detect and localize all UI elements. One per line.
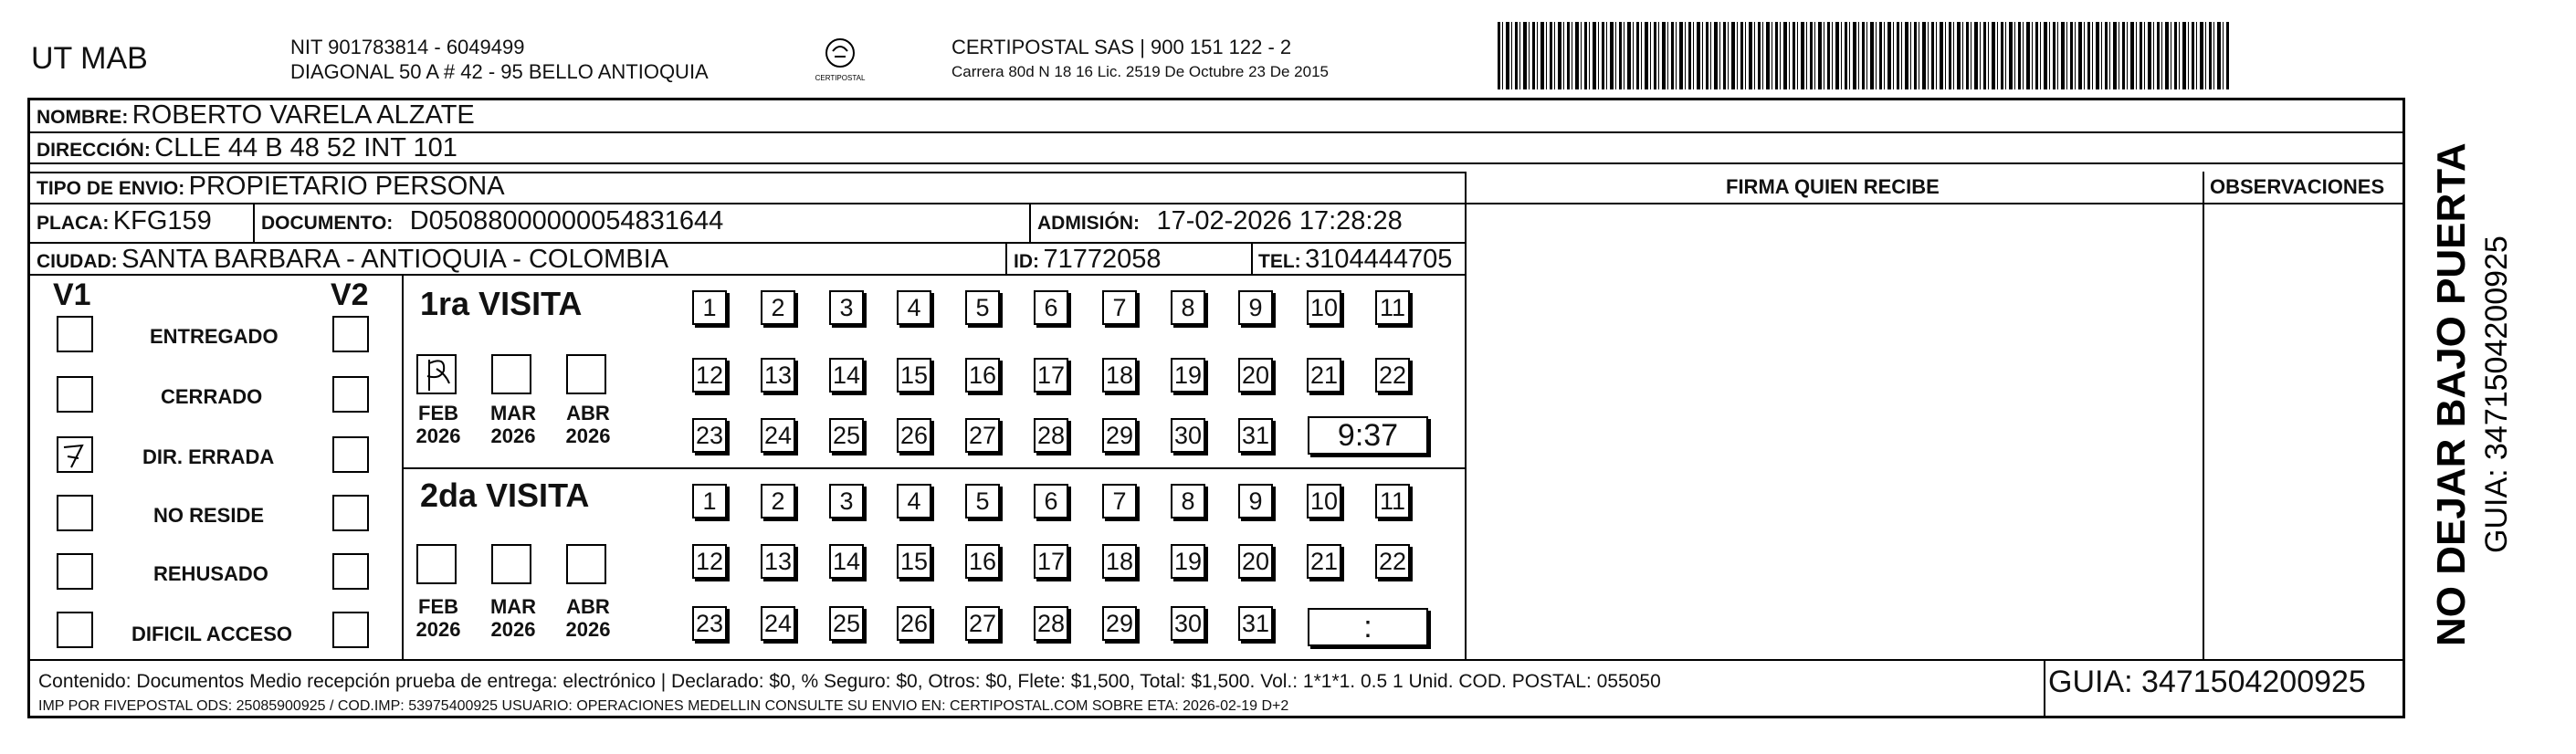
id-row	[1014, 245, 1161, 275]
first-day-17[interactable]: 17	[1034, 358, 1068, 393]
carrier-info	[952, 35, 1329, 84]
second-day-30[interactable]: 30	[1171, 606, 1205, 641]
direccion-row	[37, 133, 457, 163]
second-feb-checkbox[interactable]	[416, 544, 457, 584]
v2-checkbox-cerrado[interactable]	[332, 376, 369, 413]
first-day-5[interactable]: 5	[965, 290, 1000, 325]
ciudad-label: CIUDAD:	[37, 251, 118, 272]
second-day-15[interactable]: 15	[897, 544, 931, 579]
documento-label: DOCUMENTO:	[261, 213, 394, 234]
first-month-feb: FEB 2026	[415, 402, 461, 447]
sender-nit: NIT 901783814 - 6049499	[290, 36, 525, 58]
tipo-value: PROPIETARIO PERSONA	[188, 172, 505, 201]
sender-address: DIAGONAL 50 A # 42 - 95 BELLO ANTIOQUIA	[290, 60, 709, 83]
second-day-24[interactable]: 24	[761, 606, 795, 641]
second-day-5[interactable]: 5	[965, 484, 1000, 518]
first-day-28[interactable]: 28	[1034, 418, 1068, 453]
v1-checkbox-dir-errada[interactable]	[57, 436, 93, 473]
documento-value: D05088000000054831644	[409, 206, 724, 236]
tel-label: TEL:	[1258, 251, 1301, 272]
tel-value: 3104444705	[1305, 245, 1453, 274]
first-abr-checkbox[interactable]	[566, 354, 606, 394]
first-day-23[interactable]: 23	[692, 418, 727, 453]
side-title: NO DEJAR BAJO PUERTA	[2429, 142, 2474, 646]
second-day-13[interactable]: 13	[761, 544, 795, 579]
second-visit-title: 2da VISITA	[420, 476, 590, 514]
v1-checkbox-rehusado[interactable]	[57, 553, 93, 590]
placa-label: PLACA:	[37, 213, 110, 234]
nombre-label: NOMBRE:	[37, 107, 129, 128]
second-day-9[interactable]: 9	[1238, 484, 1273, 518]
nombre-value: ROBERTO VARELA ALZATE	[131, 100, 475, 130]
sender-info	[290, 35, 709, 84]
placa-value: KFG159	[112, 206, 212, 236]
second-day-2[interactable]: 2	[761, 484, 795, 518]
second-day-19[interactable]: 19	[1171, 544, 1205, 579]
first-visit-time[interactable]: 9:37	[1308, 416, 1428, 455]
documento-row	[261, 206, 723, 236]
second-day-4[interactable]: 4	[897, 484, 931, 518]
second-day-31[interactable]: 31	[1238, 606, 1273, 641]
second-day-14[interactable]: 14	[829, 544, 864, 579]
first-feb-checkbox[interactable]	[416, 354, 457, 394]
check-mark-icon	[58, 438, 91, 471]
first-day-16[interactable]: 16	[965, 358, 1000, 393]
v1-label: V1	[53, 278, 91, 312]
first-day-15[interactable]: 15	[897, 358, 931, 393]
first-day-19[interactable]: 19	[1171, 358, 1205, 393]
id-label: ID:	[1014, 251, 1039, 272]
id-value: 71772058	[1043, 245, 1162, 274]
nombre-row	[37, 100, 475, 131]
second-month-abr: ABR 2026	[565, 595, 611, 641]
first-day-13[interactable]: 13	[761, 358, 795, 393]
first-day-29[interactable]: 29	[1102, 418, 1137, 453]
sender-name: UT MAB	[31, 41, 148, 76]
first-day-27[interactable]: 27	[965, 418, 1000, 453]
first-day-14[interactable]: 14	[829, 358, 864, 393]
first-day-11[interactable]: 11	[1375, 290, 1410, 325]
second-abr-checkbox[interactable]	[566, 544, 606, 584]
v1-checkbox-dificil-acceso[interactable]	[57, 612, 93, 648]
v2-label: V2	[331, 278, 369, 312]
second-month-mar: MAR 2026	[489, 595, 537, 641]
second-day-10[interactable]: 10	[1307, 484, 1341, 518]
firma-header: FIRMA QUIEN RECIBE	[1726, 175, 1940, 198]
second-day-17[interactable]: 17	[1034, 544, 1068, 579]
certipostal-logo	[813, 35, 867, 88]
first-day-1[interactable]: 1	[692, 290, 727, 325]
first-day-10[interactable]: 10	[1307, 290, 1341, 325]
v2-checkbox-entregado[interactable]	[332, 316, 369, 352]
second-day-27[interactable]: 27	[965, 606, 1000, 641]
admision-label: ADMISIÓN:	[1037, 213, 1140, 234]
second-day-25[interactable]: 25	[829, 606, 864, 641]
first-day-9[interactable]: 9	[1238, 290, 1273, 325]
first-day-20[interactable]: 20	[1238, 358, 1273, 393]
side-guia: GUIA: 3471504200925	[2479, 236, 2514, 553]
second-day-12[interactable]: 12	[692, 544, 727, 579]
carrier-name: CERTIPOSTAL SAS | 900 151 122 - 2	[952, 36, 1292, 58]
first-day-30[interactable]: 30	[1171, 418, 1205, 453]
second-day-1[interactable]: 1	[692, 484, 727, 518]
status-cerrado: CERRADO	[161, 385, 263, 408]
ciudad-value: SANTA BARBARA - ANTIOQUIA - COLOMBIA	[121, 245, 669, 274]
direccion-value: CLLE 44 B 48 52 INT 101	[154, 133, 457, 162]
second-day-8[interactable]: 8	[1171, 484, 1205, 518]
carrier-license: Carrera 80d N 18 16 Lic. 2519 De Octubre 23 De 2015	[952, 63, 1329, 80]
second-month-feb: FEB 2026	[415, 595, 461, 641]
status-entregado: ENTREGADO	[150, 325, 279, 348]
second-day-20[interactable]: 20	[1238, 544, 1273, 579]
first-month-mar: MAR 2026	[489, 402, 537, 447]
admision-value: 17-02-2026 17:28:28	[1156, 206, 1403, 236]
first-day-31[interactable]: 31	[1238, 418, 1273, 453]
check-mark-icon	[418, 356, 455, 393]
tipo-row	[37, 172, 505, 202]
first-month-abr: ABR 2026	[565, 402, 611, 447]
v1-checkbox-cerrado[interactable]	[57, 376, 93, 413]
second-day-22[interactable]: 22	[1375, 544, 1410, 579]
first-day-2[interactable]: 2	[761, 290, 795, 325]
status-dificil-acceso: DIFICIL ACCESO	[131, 623, 293, 645]
tipo-label: TIPO DE ENVIO:	[37, 178, 185, 199]
tel-row	[1258, 245, 1452, 275]
second-day-6[interactable]: 6	[1034, 484, 1068, 518]
first-mar-checkbox[interactable]	[491, 354, 531, 394]
second-day-29[interactable]: 29	[1102, 606, 1137, 641]
v1-checkbox-entregado[interactable]	[57, 316, 93, 352]
second-day-16[interactable]: 16	[965, 544, 1000, 579]
direccion-label: DIRECCIÓN:	[37, 140, 151, 161]
v2-checkbox-rehusado[interactable]	[332, 553, 369, 590]
status-no-reside: NO RESIDE	[153, 504, 265, 527]
footer-print-info: IMP POR FIVEPOSTAL ODS: 25085900925 / COD.IMP: 53975400925 USUARIO: OPERACIONES MEDELLIN CONSULTE SU ENVIO EN: CERTIPOSTAL.COM SOBRE ETA: 2026-02-19 D+2	[38, 698, 1289, 714]
first-day-18[interactable]: 18	[1102, 358, 1137, 393]
first-day-4[interactable]: 4	[897, 290, 931, 325]
second-mar-checkbox[interactable]	[491, 544, 531, 584]
first-day-25[interactable]: 25	[829, 418, 864, 453]
v1-checkbox-no-reside[interactable]	[57, 495, 93, 531]
first-day-22[interactable]: 22	[1375, 358, 1410, 393]
admision-row	[1037, 206, 1403, 236]
observaciones-header: OBSERVACIONES	[2210, 175, 2385, 198]
second-day-26[interactable]: 26	[897, 606, 931, 641]
status-rehusado: REHUSADO	[153, 562, 268, 585]
first-day-26[interactable]: 26	[897, 418, 931, 453]
barcode	[1498, 22, 2230, 89]
placa-row	[37, 206, 212, 236]
second-day-18[interactable]: 18	[1102, 544, 1137, 579]
second-visit-time[interactable]: :	[1308, 608, 1428, 646]
second-day-23[interactable]: 23	[692, 606, 727, 641]
first-visit-title: 1ra VISITA	[420, 285, 583, 322]
v2-checkbox-dir-errada[interactable]	[332, 436, 369, 473]
first-day-8[interactable]: 8	[1171, 290, 1205, 325]
second-day-7[interactable]: 7	[1102, 484, 1137, 518]
first-day-24[interactable]: 24	[761, 418, 795, 453]
first-day-21[interactable]: 21	[1307, 358, 1341, 393]
second-day-3[interactable]: 3	[829, 484, 864, 518]
ciudad-row	[37, 245, 668, 275]
status-dir-errada: DIR. ERRADA	[142, 445, 275, 468]
v2-checkbox-no-reside[interactable]	[332, 495, 369, 531]
second-day-21[interactable]: 21	[1307, 544, 1341, 579]
first-day-7[interactable]: 7	[1102, 290, 1137, 325]
side-notice	[2408, 110, 2545, 657]
v2-checkbox-dificil-acceso[interactable]	[332, 612, 369, 648]
second-day-28[interactable]: 28	[1034, 606, 1068, 641]
first-day-3[interactable]: 3	[829, 290, 864, 325]
footer-contents: Contenido: Documentos Medio recepción prueba de entrega: electrónico | Declarado: $0, % Seguro: $0, Otros: $0, Flete: $1,500, Total: $1,500. Vol.: 1*1*1. 0.5 1 Unid. COD. POSTAL: 055050	[38, 671, 1661, 692]
guia-number: GUIA: 3471504200925	[2048, 665, 2366, 699]
first-day-6[interactable]: 6	[1034, 290, 1068, 325]
first-day-12[interactable]: 12	[692, 358, 727, 393]
svg-text:CERTIPOSTAL: CERTIPOSTAL	[815, 74, 866, 82]
second-day-11[interactable]: 11	[1375, 484, 1410, 518]
